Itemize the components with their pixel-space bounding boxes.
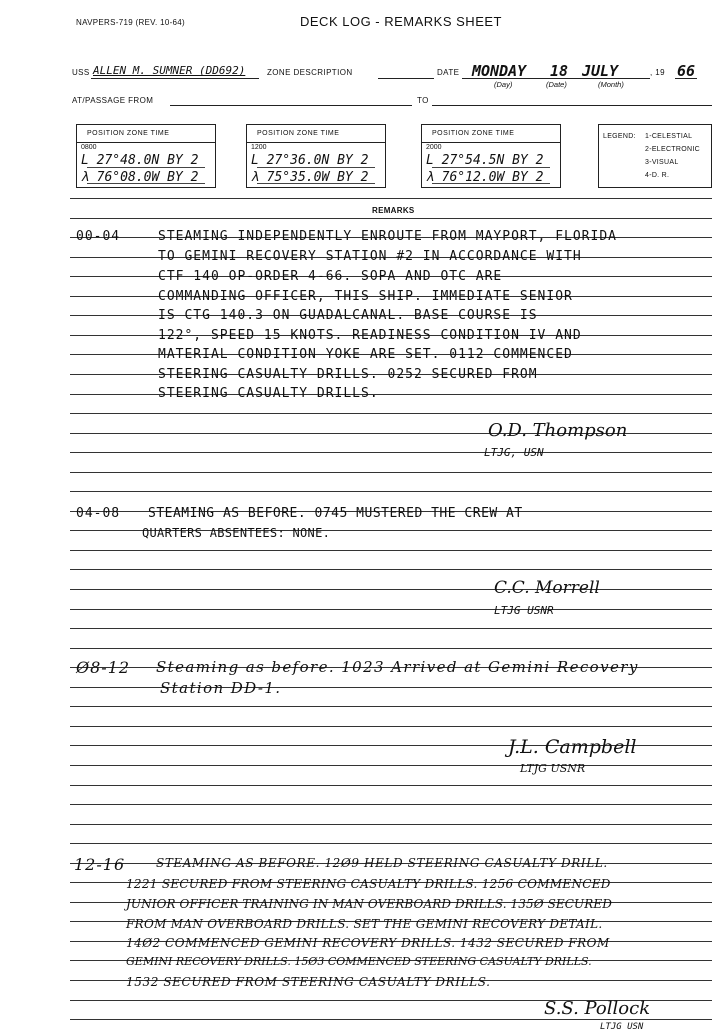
entry-line: IS CTG 140.3 ON GUADALCANAL. BASE COURSE IS — [158, 308, 538, 323]
year-value: 66 — [677, 62, 696, 80]
entry-line: 1221 SECURED FROM STEERING CASUALTY DRILLS. 1256 COMMENCED — [126, 877, 611, 891]
ruled-line — [70, 550, 712, 551]
ruled-line — [70, 452, 712, 453]
ruled-line — [70, 726, 712, 727]
watch-label-12-16: 12-16 — [74, 855, 126, 874]
entry-line: COMMANDING OFFICER, THIS SHIP. IMMEDIATE SENIOR — [158, 289, 573, 304]
ruled-line — [70, 218, 712, 219]
position-box-header: POSITION ZONE TIME — [87, 130, 170, 137]
date-sub-label: (Date) — [546, 80, 567, 89]
position-time: 1200 — [251, 144, 267, 151]
position-time: 0800 — [81, 144, 97, 151]
position-box-1200 — [246, 124, 386, 188]
entry-line: STEERING CASUALTY DRILLS. 0252 SECURED FROM — [158, 367, 538, 382]
ruled-line — [70, 628, 712, 629]
position-box-0800 — [76, 124, 216, 188]
signature-00-04: O.D. Thompson — [488, 420, 628, 441]
ruled-line — [70, 569, 712, 570]
position-longitude: λ 76°08.0W BY 2 — [81, 170, 199, 185]
entry-line: 14Ø2 COMMENCED GEMINI RECOVERY DRILLS. 1432 SECURED FROM — [126, 936, 610, 950]
entry-line: JUNIOR OFFICER TRAINING IN MAN OVERBOARD DRILLS. 135Ø SECURED — [126, 897, 612, 911]
entry-line: MATERIAL CONDITION YOKE ARE SET. 0112 COMMENCED — [158, 347, 573, 362]
position-latitude: L 27°54.5N BY 2 — [426, 153, 544, 168]
legend-item: 1-CELESTIAL — [645, 133, 693, 140]
rank-12-16: LTJG USN — [600, 1022, 644, 1032]
ruled-line — [70, 491, 712, 492]
ship-name: ALLEN M. SUMNER (DD692) — [93, 64, 246, 77]
form-id: NAVPERS-719 (REV. 10-64) — [76, 18, 186, 27]
position-box-2000 — [421, 124, 561, 188]
ruled-line — [70, 706, 712, 707]
position-box-header: POSITION ZONE TIME — [257, 130, 340, 137]
ruled-line — [70, 648, 712, 649]
ruled-line — [70, 589, 712, 590]
legend-item: 3-VISUAL — [645, 159, 679, 166]
ruled-line — [70, 765, 712, 766]
legend-item: 4-D. R. — [645, 172, 670, 179]
entry-line: TO GEMINI RECOVERY STATION #2 IN ACCORDANCE WITH — [158, 249, 582, 264]
to-underline — [432, 105, 712, 106]
date-label: DATE — [437, 68, 460, 77]
page-title: DECK LOG - REMARKS SHEET — [300, 14, 502, 29]
entry-line: FROM MAN OVERBOARD DRILLS. SET THE GEMINI RECOVERY DETAIL. — [126, 917, 603, 931]
entry-line: STEAMING AS BEFORE. 0745 MUSTERED THE CREW AT — [148, 506, 523, 521]
date-value: 18 — [550, 62, 569, 80]
remarks-header: REMARKS — [372, 206, 415, 215]
entry-line: STEAMING AS BEFORE. 12Ø9 HELD STEERING CASUALTY DRILL. — [156, 856, 608, 870]
rank-04-08: LTJG USNR — [494, 604, 554, 617]
ship-prefix-label: USS — [72, 68, 90, 77]
entry-line: STEAMING INDEPENDENTLY ENROUTE FROM MAYPORT, FLORIDA — [158, 229, 617, 244]
entry-line: Station DD-1. — [160, 679, 282, 697]
month-sub-label: (Month) — [598, 80, 624, 89]
watch-label-04-08: 04-08 — [76, 506, 121, 521]
legend-item: 2-ELECTRONIC — [645, 146, 700, 153]
watch-label-08-12: Ø8-12 — [76, 658, 131, 677]
year-prefix: , 19 — [650, 68, 665, 77]
zone-underline — [378, 78, 434, 79]
ruled-line — [70, 609, 712, 610]
ruled-line — [70, 824, 712, 825]
position-time: 2000 — [426, 144, 442, 151]
position-latitude: L 27°36.0N BY 2 — [251, 153, 369, 168]
legend-box — [598, 124, 712, 188]
ruled-line — [70, 472, 712, 473]
day-value: MONDAY — [472, 62, 527, 80]
day-sub-label: (Day) — [494, 80, 513, 89]
ruled-line — [70, 1019, 712, 1020]
position-longitude: λ 76°12.0W BY 2 — [426, 170, 544, 185]
ship-underline — [91, 78, 259, 79]
signature-12-16: S.S. Pollock — [544, 998, 651, 1019]
watch-label-00-04: 00-04 — [76, 229, 121, 244]
entry-line: QUARTERS ABSENTEES: NONE. — [142, 526, 331, 540]
legend-title: LEGEND: — [603, 133, 636, 140]
signature-04-08: C.C. Morrell — [494, 578, 600, 598]
position-latitude: L 27°48.0N BY 2 — [81, 153, 199, 168]
entry-line: 122°, SPEED 15 KNOTS. READINESS CONDITION IV AND — [158, 328, 582, 343]
signature-08-12: J.L. Campbell — [508, 736, 637, 758]
ruled-line — [70, 413, 712, 414]
rank-08-12: LTJG USNR — [520, 762, 586, 775]
entry-line: Steaming as before. 1023 Arrived at Gemini Recovery — [156, 658, 639, 676]
ruled-line — [70, 843, 712, 844]
passage-to-label: TO — [417, 96, 429, 105]
zone-description-label: ZONE DESCRIPTION — [267, 68, 353, 77]
entry-line: CTF 140 OP-ORDER 4-66. SOPA AND OTC ARE — [158, 269, 503, 284]
ruled-line — [70, 804, 712, 805]
passage-underline — [170, 105, 412, 106]
entry-line: GEMINI RECOVERY DRILLS. 15Ø3 COMMENCED STEERING CASUALTY DRILLS. — [126, 955, 592, 968]
ruled-line — [70, 198, 712, 199]
entry-line: 1532 SECURED FROM STEERING CASUALTY DRILLS. — [126, 975, 491, 989]
position-longitude: λ 75°35.0W BY 2 — [251, 170, 369, 185]
ruled-line — [70, 785, 712, 786]
entry-line: STEERING CASUALTY DRILLS. — [158, 386, 379, 401]
rank-00-04: LTJG, USN — [484, 446, 544, 459]
passage-from-label: AT/PASSAGE FROM — [72, 96, 154, 105]
month-value: JULY — [582, 62, 619, 80]
position-box-header: POSITION ZONE TIME — [432, 130, 515, 137]
